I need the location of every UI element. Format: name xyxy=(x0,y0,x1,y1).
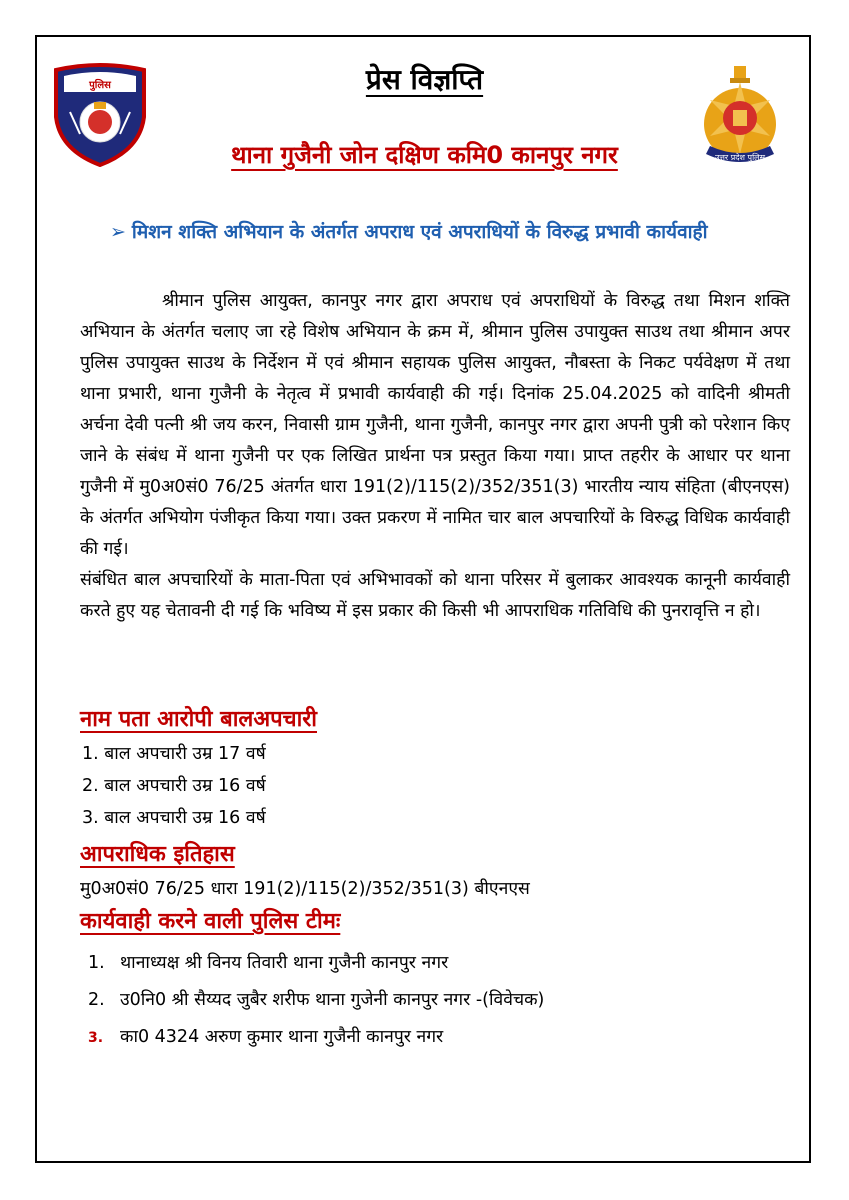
press-release-title: प्रेस विज्ञप्ति xyxy=(365,63,484,96)
team-list xyxy=(88,945,544,1057)
station-title: थाना गुजैनी जोन दक्षिण कमि0 कानपुर नगर xyxy=(231,141,618,169)
mission-heading xyxy=(110,218,708,244)
arrow-bullet-icon: ➢ xyxy=(110,221,126,243)
list-item: 3. बाल अपचारी उम्र 16 वर्ष xyxy=(82,808,266,828)
list-text: का0 4324 अरुण कुमार थाना गुजैनी कानपुर नगर xyxy=(120,1027,444,1047)
list-item xyxy=(88,1019,544,1057)
history-heading: आपराधिक इतिहास xyxy=(80,842,235,867)
history-text: मु0अ0सं0 76/25 धारा 191(2)/115(2)/352/351(3) बीएनएस xyxy=(80,879,530,899)
list-item xyxy=(88,982,544,1019)
list-number: 2. xyxy=(88,990,105,1010)
press-body xyxy=(80,286,790,627)
list-item: 2. बाल अपचारी उम्र 16 वर्ष xyxy=(82,776,266,796)
list-text: उ0नि0 श्री सैय्यद जुबैर शरीफ थाना गुजेनी कानपुर नगर -(विवेचक) xyxy=(120,990,545,1010)
list-item xyxy=(88,945,544,982)
body-paragraph-2: संबंधित बाल अपचारियों के माता-पिता एवं अभिभावकों को थाना परिसर में बुलाकर आवश्यक कानूनी कार्यवाही करते हुए यह चेतावनी दी गई कि भविष्य में इस प्रकार की किसी भी आपराधिक गतिविधि की पुनरावृत्ति न हो। xyxy=(80,570,790,621)
team-heading: कार्यवाही करने वाली पुलिस टीमः xyxy=(80,909,341,934)
accused-list xyxy=(82,738,266,834)
list-number: 1. xyxy=(88,953,105,973)
body-paragraph-1: श्रीमान पुलिस आयुक्त, कानपुर नगर द्वारा अपराध एवं अपराधियों के विरुद्ध तथा मिशन शक्ति अभियान के अंतर्गत चलाए जा रहे विशेष अभियान के क्रम में, श्रीमान पुलिस उपायुक्त साउथ तथा श्रीमान अपर पुलिस उपायुक्त साउथ के निर्देशन में एवं श्रीमान सहायक पुलिस आयुक्त, नौबस्ता के निकट पर्यवेक्षण में तथा थाना प्रभारी, थाना गुजैनी के नेतृत्व में प्रभावी कार्यवाही की गई। दिनांक 25.04.2025 को वादिनी श्रीमती अर्चना देवी पत्नी श्री जय करन, निवासी ग्राम गुजैनी, थाना गुजैनी, कानपुर नगर द्वारा अपनी पुत्री को परेशान किए जाने के संबंध में थाना गुजैनी पर एक लिखित प्रार्थना पत्र प्रस्तुत किया गया। प्राप्त तहरीर के आधार पर थाना गुजैनी में मु0अ0सं0 76/25 अंतर्गत धारा 191(2)/115(2)/352/351(3) भारतीय न्याय संहिता (बीएनएस) के अंतर्गत अभियोग पंजीकृत किया गया। उक्त प्रकरण में नामित चार बाल अपचारियों के विरुद्ध विधिक कार्यवाही की गई। xyxy=(80,291,790,559)
list-item: 1. बाल अपचारी उम्र 17 वर्ष xyxy=(82,744,266,764)
list-number: 3. xyxy=(88,1030,104,1046)
mission-text: मिशन शक्ति अभियान के अंतर्गत अपराध एवं अपराधियों के विरुद्ध प्रभावी कार्यवाही xyxy=(131,221,708,243)
svg-text:पुलिस: पुलिस xyxy=(89,80,111,91)
accused-heading: नाम पता आरोपी बालअपचारी xyxy=(80,707,317,732)
svg-text:उत्तर प्रदेश पुलिस: उत्तर प्रदेश पुलिस xyxy=(715,153,765,162)
list-text: थानाध्यक्ष श्री विनय तिवारी थाना गुजैनी कानपुर नगर xyxy=(120,953,449,973)
